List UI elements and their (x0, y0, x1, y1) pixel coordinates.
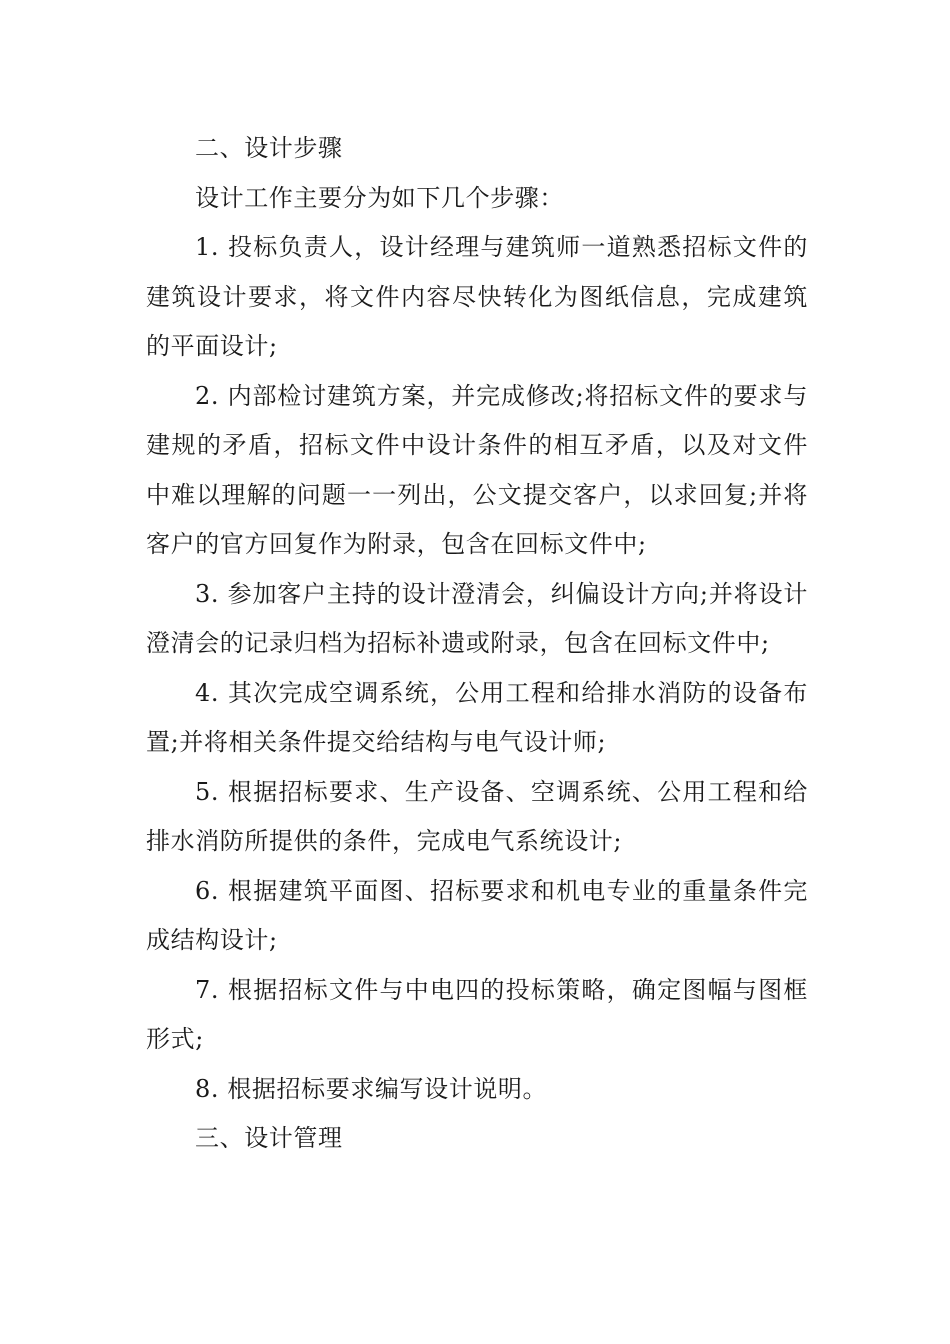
step-2-paragraph: 2. 内部检讨建筑方案，并完成修改;将招标文件的要求与建规的矛盾，招标文件中设计条件的相互矛盾，以及对文件中难以理解的问题一一列出，公文提交客户，以求回复;并将客户的官方回复作为附录，包含在回标文件中; (146, 381, 808, 558)
step-8-paragraph: 8. 根据招标要求编写设计说明。 (195, 1074, 548, 1103)
step-7-paragraph: 7. 根据招标文件与中电四的投标策略，确定图幅与图框形式; (146, 975, 808, 1053)
section-heading-design-steps: 二、设计步骤 (195, 134, 343, 162)
step-3-paragraph: 3. 参加客户主持的设计澄清会，纠偏设计方向;并将设计澄清会的记录归档为招标补遗或附录，包含在回标文件中; (146, 579, 808, 657)
section-heading-design-management: 三、设计管理 (195, 1124, 343, 1152)
step-1-paragraph: 1. 投标负责人，设计经理与建筑师一道熟悉招标文件的建筑设计要求，将文件内容尽快转化为图纸信息，完成建筑的平面设计; (146, 233, 808, 360)
step-6-paragraph: 6. 根据建筑平面图、招标要求和机电专业的重量条件完成结构设计; (146, 876, 808, 954)
intro-paragraph: 设计工作主要分为如下几个步骤： (195, 183, 564, 212)
document-body (146, 124, 808, 1164)
step-5-paragraph: 5. 根据招标要求、生产设备、空调系统、公用工程和给排水消防所提供的条件，完成电气系统设计; (146, 777, 808, 855)
step-4-paragraph: 4. 其次完成空调系统，公用工程和给排水消防的设备布置;并将相关条件提交给结构与电气设计师; (146, 678, 808, 756)
